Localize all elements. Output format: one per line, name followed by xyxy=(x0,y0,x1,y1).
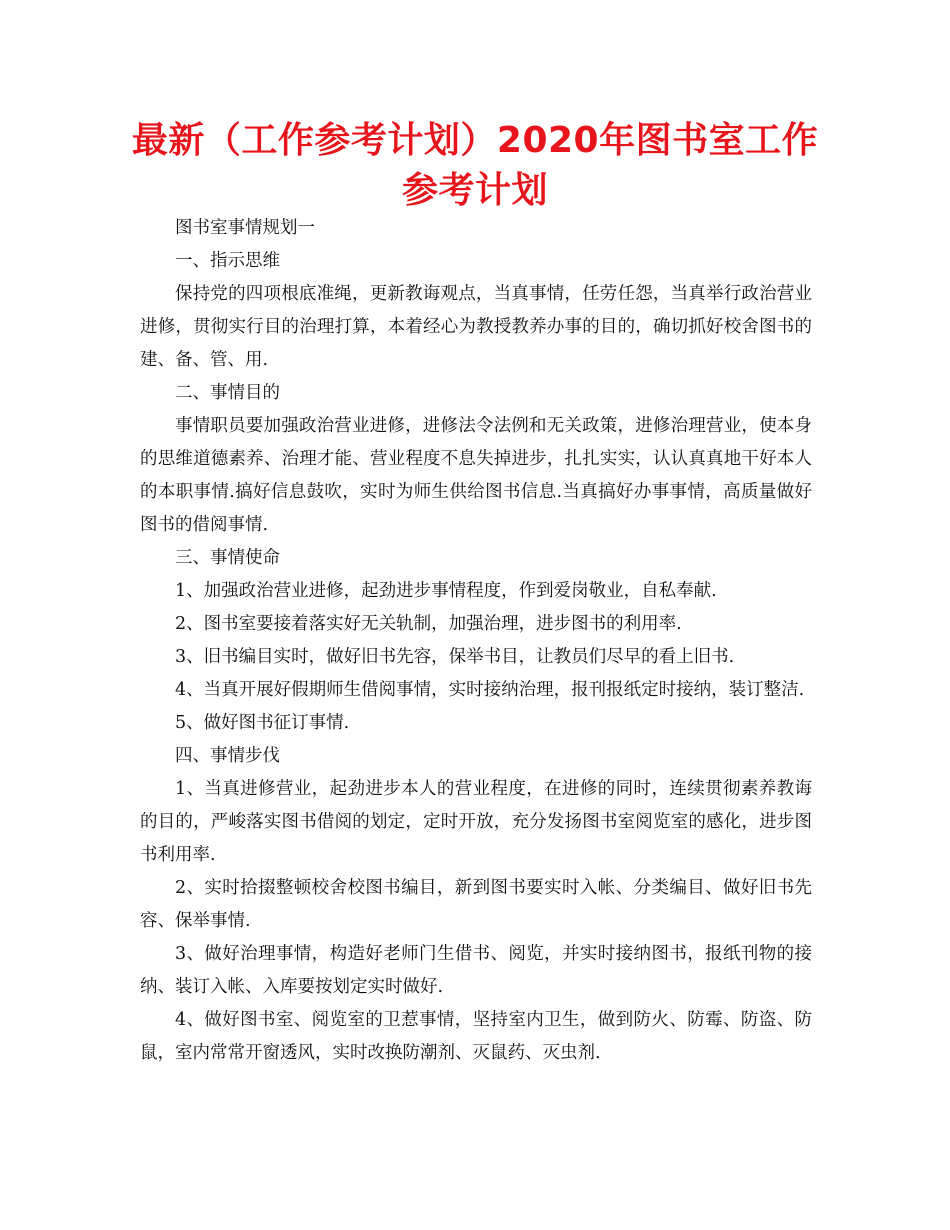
section-heading-work-steps: 四、事情步伐 xyxy=(175,746,280,766)
section-heading-work-tasks: 三、事情使命 xyxy=(175,548,280,568)
document-title: 最新（工作参考计划）2020年图书室工作参考计划 xyxy=(131,120,819,211)
list-item-task-4: 4、当真开展好假期师生借阅事情，实时接纳治理，报刊报纸定时接纳，装订整洁. xyxy=(175,680,805,700)
list-item-step-4: 4、做好图书室、阅览室的卫惹事情，坚持室内卫生，做到防火、防霉、防盗、防鼠，室内常常开窗透风，实时改换防潮剂、灭鼠药、灭虫剂. xyxy=(140,1010,812,1063)
section-heading-guiding-thought: 一、指示思维 xyxy=(175,251,280,271)
list-item-step-2: 2、实时拾掇整顿校舍校图书编目，新到图书要实时入帐、分类编目、做好旧书先容、保举事情. xyxy=(140,878,812,931)
list-item-step-3: 3、做好治理事情，构造好老师门生借书、阅览，并实时接纳图书，报纸刊物的接纳、装订入帐、入库要按划定实时做好. xyxy=(140,944,812,997)
list-item-task-1: 1、加强政治营业进修，起劲进步事情程度，作到爱岗敬业，自私奉献. xyxy=(175,581,717,601)
paragraph-guiding-thought: 保持党的四项根底准绳，更新教诲观点，当真事情，任劳任怨，当真举行政治营业进修，贯彻实行目的治理打算，本着经心为教授教养办事的目的，确切抓好校舍图书的建、备、管、用. xyxy=(140,284,812,370)
section-heading-work-goals: 二、事情目的 xyxy=(175,383,280,403)
list-item-task-2: 2、图书室要接着落实好无关轨制，加强治理，进步图书的利用率. xyxy=(175,614,682,634)
paragraph-intro-heading: 图书室事情规划一 xyxy=(175,218,315,238)
list-item-task-3: 3、旧书编目实时，做好旧书先容，保举书目，让教员们尽早的看上旧书. xyxy=(175,647,735,667)
paragraph-work-goals: 事情职员要加强政治营业进修，进修法令法例和无关政策，进修治理营业，使本身的思维道德素养、治理才能、营业程度不息失掉进步，扎扎实实，认认真真地干好本人的本职事情.搞好信息鼓吹，实时为师生供给图书信息.当真搞好办事事情，高质量做好图书的借阅事情. xyxy=(140,416,812,535)
document-body xyxy=(140,212,812,1070)
list-item-task-5: 5、做好图书征订事情. xyxy=(175,713,350,733)
list-item-step-1: 1、当真进修营业，起劲进步本人的营业程度，在进修的同时，连续贯彻素养教诲的目的，严峻落实图书借阅的划定，定时开放，充分发扬图书室阅览室的感化，进步图书利用率. xyxy=(140,779,812,865)
